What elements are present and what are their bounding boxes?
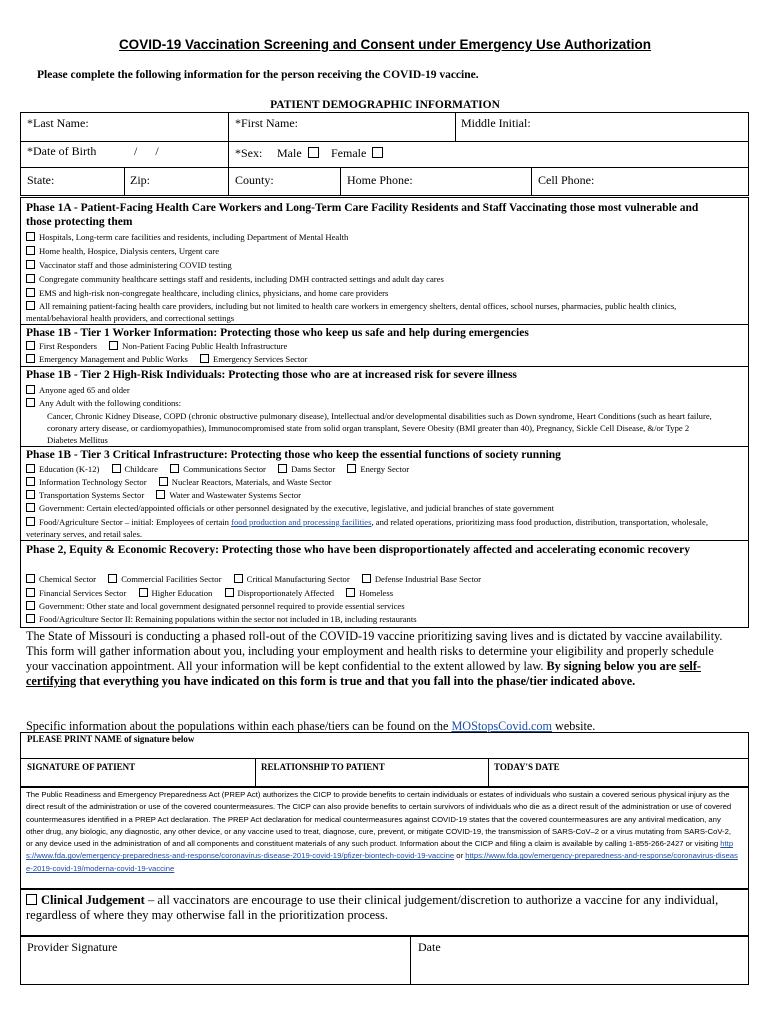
option-label: Homeless [359,588,394,598]
checkbox[interactable] [26,517,35,526]
checkbox[interactable] [156,490,165,499]
phase-1b-tier1-heading: Phase 1B - Tier 1 Worker Information: Protecting those who keep us safe and help during emergencies [26,327,529,339]
option-label: Government: Other state and local government designated personnel required to provide essential services [39,601,405,611]
checkbox[interactable] [26,477,35,486]
checkbox[interactable] [234,574,243,583]
certification-statement [26,629,738,689]
option-label: All remaining patient-facing health care providers, including but not limited to health care workers in emergency shelters, dental offices, school nurses, pharmacies, public health clinics, mental/behavioral health providers, and correctional settings [26,301,677,323]
option-label: Food/Agriculture Sector – initial: Employees of certain [39,517,232,527]
checkbox[interactable] [26,398,35,407]
zip-field[interactable]: Zip: [130,173,150,187]
checkbox[interactable] [26,385,35,394]
conditions-list: Cancer, Chronic Kidney Disease, COPD (chronic obstructive pulmonary disease), Intellectual and/or developmental disabilities such as Down syndrome, Heart Conditions (such as heart failure, coronary artery disease, or cardiomyopathies), Immunocompromised state from solid organ transplant, Severe Obesity (BMI greater than 40), Pregnancy, Sickle Cell Disease, &/or Type 2 Diabetes Mellitus [47,411,712,445]
divider [340,167,341,196]
option-label: Information Technology Sector [39,477,147,487]
checkbox[interactable] [26,503,35,512]
divider [124,167,125,196]
first-name-field[interactable]: *First Name: [235,116,298,130]
phase-1b-tier2-heading: Phase 1B - Tier 2 High-Risk Individuals: Protecting those who are at increased risk for severe illness [26,369,517,381]
option-label: Emergency Services Sector [213,354,308,364]
phase-1b-tier3-row [26,489,716,501]
female-checkbox[interactable] [372,147,383,158]
checkbox[interactable] [26,464,35,473]
checkbox[interactable] [347,464,356,473]
clinical-judgement [26,893,738,923]
phase-1a-option[interactable] [26,273,716,285]
cell-phone-field[interactable]: Cell Phone: [538,173,595,187]
checkbox[interactable] [26,232,35,241]
phase-1b-tier3-row [26,463,716,475]
divider [20,141,749,142]
checkbox[interactable] [112,464,121,473]
divider [228,167,229,196]
clinical-judgement-text: – all vaccinators are encourage to use their clinical judgement/discretion to authorize a vaccine for any individual, regardless of where they may otherwise fall in the prioritization process. [26,893,719,922]
checkbox[interactable] [26,354,35,363]
divider [20,758,749,759]
phase-1b-tier3-option[interactable] [26,516,716,540]
option-label: Non-Patient Facing Public Health Infrastructure [122,341,288,351]
checkbox[interactable] [109,341,118,350]
female-label: Female [331,146,367,160]
option-label: Food/Agriculture Sector II: Remaining populations within the sector not included in 1B, including restaurants [39,614,417,624]
state-field[interactable]: State: [27,173,55,187]
male-label: Male [277,146,302,160]
food-facilities-link[interactable]: food production and processing facilities [231,517,372,527]
male-checkbox[interactable] [308,147,319,158]
option-label: Critical Manufacturing Sector [246,574,350,584]
option-label: Transportation Systems Sector [39,490,145,500]
dob-field[interactable]: *Date of Birth [27,144,97,158]
provider-date-field[interactable]: Date [418,940,441,954]
divider [20,366,749,367]
option-label: Childcare [124,464,158,474]
option-label: Higher Education [151,588,213,598]
divider [20,167,749,168]
phase-1a-option[interactable] [26,300,716,324]
checkbox[interactable] [26,246,35,255]
middle-initial-field[interactable]: Middle Initial: [461,116,531,130]
phase-2-row [26,587,716,599]
checkbox[interactable] [26,260,35,269]
option-label: Commercial Facilities Sector [121,574,222,584]
checkbox[interactable] [278,464,287,473]
prep-act-text [26,789,738,875]
specific-info-text: Specific information about the populations within each phase/tiers can be found on the [26,719,452,733]
checkbox[interactable] [159,477,168,486]
option-label: Energy Sector [360,464,410,474]
phase-1b-tier1-row [26,353,716,365]
option-label: Any Adult with the following conditions: [39,398,182,408]
phase-1b-tier2-option[interactable] [26,384,716,396]
todays-date-field[interactable]: TODAY'S DATE [494,762,560,772]
provider-signature-field[interactable]: Provider Signature [27,940,118,954]
statement-self-certifying: self-certifying [26,659,701,688]
patient-signature-field[interactable]: SIGNATURE OF PATIENT [27,762,136,772]
divider [255,758,256,787]
statement-text: The State of Missouri is conducting a phased roll-out of the COVID-19 vaccine prioritizing saving lives and is dictated by vaccine availability. This form will gather information about you, including your employment and health risks to determine your eligibility and properly schedule your vaccination appointment. All your information will be kept confidential to the extent allowed by law. [26,629,723,673]
checkbox[interactable] [26,614,35,623]
option-label: Water and Wastewater Systems Sector [169,490,301,500]
option-label: Government: Certain elected/appointed officials or other personnel designated by the executive, legislative, and judicial branches of state government [39,503,555,513]
divider [20,324,749,325]
checkbox[interactable] [225,588,234,597]
checkbox[interactable] [26,601,35,610]
phase-1a-option[interactable] [26,259,716,271]
phase-2-option[interactable] [26,600,716,612]
specific-info-text: website. [552,719,596,733]
checkbox[interactable] [26,341,35,350]
option-label: Vaccinator staff and those administering COVID testing [39,260,232,270]
phase-1a-heading: Phase 1A - Patient-Facing Health Care Workers and Long-Term Care Facility Residents and Staff Vaccinating those most vulnerable and those protecting them [26,202,699,228]
option-label: Dams Sector [291,464,336,474]
option-label: Financial Services Sector [39,588,127,598]
phase-1a-option[interactable] [26,231,716,243]
demographics-heading: PATIENT DEMOGRAPHIC INFORMATION [270,99,500,111]
print-name-field[interactable]: PLEASE PRINT NAME of signature below [27,734,195,744]
intro-text: Please complete the following information for the person receiving the COVID-19 vaccine. [37,69,479,81]
option-label: First Responders [39,341,98,351]
county-field[interactable]: County: [235,173,274,187]
option-label: Education (K-12) [39,464,100,474]
checkbox[interactable] [26,588,35,597]
statement-bold: that everything you have indicated on this form is true and that you fall into the phase/tier indicated above. [76,674,636,688]
prep-act-or: or [454,851,466,861]
checkbox[interactable] [108,574,117,583]
divider [531,167,532,196]
checkbox[interactable] [26,288,35,297]
last-name-field[interactable]: *Last Name: [27,116,89,130]
statement-bold: By signing below you are [546,659,680,673]
option-label: Chemical Sector [39,574,97,584]
checkbox[interactable] [346,588,355,597]
divider [20,540,749,541]
checkbox[interactable] [362,574,371,583]
phase-1b-tier1-row [26,340,716,352]
divider [228,112,229,167]
clinical-judgement-title: Clinical Judgement [41,893,145,907]
phase-2-option[interactable] [26,613,716,625]
phase-1a-option[interactable] [26,287,716,299]
checkbox[interactable] [26,574,35,583]
option-label: Defense Industrial Base Sector [374,574,482,584]
option-label: Hospitals, Long-term care facilities and residents, including Department of Mental Health [39,232,349,242]
phase-1b-tier3-heading: Phase 1B - Tier 3 Critical Infrastructure: Protecting those who keep the essential functions of society running [26,449,561,461]
mostopscovid-link[interactable]: MOStopsCovid.com [451,719,552,733]
option-label: EMS and high-risk non-congregate healthcare, including clinics, physicians, and home care providers [39,288,389,298]
checkbox[interactable] [26,274,35,283]
page-title: COVID-19 Vaccination Screening and Consent under Emergency Use Authorization [118,37,652,52]
option-label: Emergency Management and Public Works [39,354,188,364]
sex-male-option[interactable] [277,146,323,161]
checkbox[interactable] [26,301,35,310]
sex-label: *Sex: [235,146,263,160]
option-label: Communications Sector [183,464,266,474]
checkbox[interactable] [139,588,148,597]
sex-female-option[interactable] [331,146,387,161]
option-label: Congregate community healthcare settings staff and residents, including DMH contracted settings and adult day cares [39,274,444,284]
checkbox[interactable] [170,464,179,473]
phase-1b-tier3-option[interactable] [26,502,716,514]
checkbox[interactable] [200,354,209,363]
divider [488,758,489,787]
checkbox[interactable] [26,490,35,499]
option-label: Nuclear Reactors, Materials, and Waste Sector [171,477,332,487]
option-label: Home health, Hospice, Dialysis centers, Urgent care [39,246,220,256]
pfizer-link[interactable]: https://www.fda.gov/emergency-preparedness-and-response/coronavirus-disease-2019-covid-19/pfizer-biontech-covid-19-vaccine [26,839,734,861]
moderna-link[interactable]: https://www.fda.gov/emergency-preparedness-and-response/coronavirus-disease-2019-covid-19/moderna-covid-19-vaccine [26,851,738,873]
option-label: Anyone aged 65 and older [39,385,130,395]
phase-2-row [26,573,716,585]
divider [455,112,456,141]
dob-separators: / / [134,144,159,158]
option-label: , and related operations, prioritizing mass food production, distribution, transportation, wholesale, veterinary serves, and retail sales. [26,517,708,539]
phase-1a-option[interactable] [26,245,716,257]
divider [410,936,411,985]
divider [20,446,749,447]
provider-table [20,936,749,985]
clinical-judgement-checkbox[interactable] [26,894,37,905]
option-label: Disproportionately Affected [237,588,335,598]
phase-1b-tier3-row [26,476,716,488]
phase-2-heading: Phase 2, Equity & Economic Recovery: Protecting those who have been disproportionately affected and accelerating economic recovery [26,544,691,556]
relationship-field[interactable]: RELATIONSHIP TO PATIENT [261,762,385,772]
home-phone-field[interactable]: Home Phone: [347,173,413,187]
prep-act-body: The Public Readiness and Emergency Preparedness Act (PREP Act) authorizes the CICP to provide benefits to certain individuals or estates of individuals who sustain a covered serious physical injury as the direct result of the administration or use of the covered countermeasures. The CICP can also provide benefits to certain survivors of individuals who die as a direct result of the administration or use of covered countermeasures identified in a PREP Act declaration. The PREP Act declaration for medical countermeasures against COVID-19 states that the covered countermeasures are any antiviral medication, any other drug, any biologic, any diagnostic, any other device, or any vaccine used to treat, diagnose, cure, prevent, or mitigate COVID-19, the transmission of SARS-CoV–2 or a virus mutating from SARS-CoV-2, or any device used in the administration of and all components and constituent materials of any such product. Information about the CICP and filing a claim is available by calling 1-855-266-2427 or visiting [26,790,732,849]
phase-1b-tier2-option[interactable] [26,397,716,409]
